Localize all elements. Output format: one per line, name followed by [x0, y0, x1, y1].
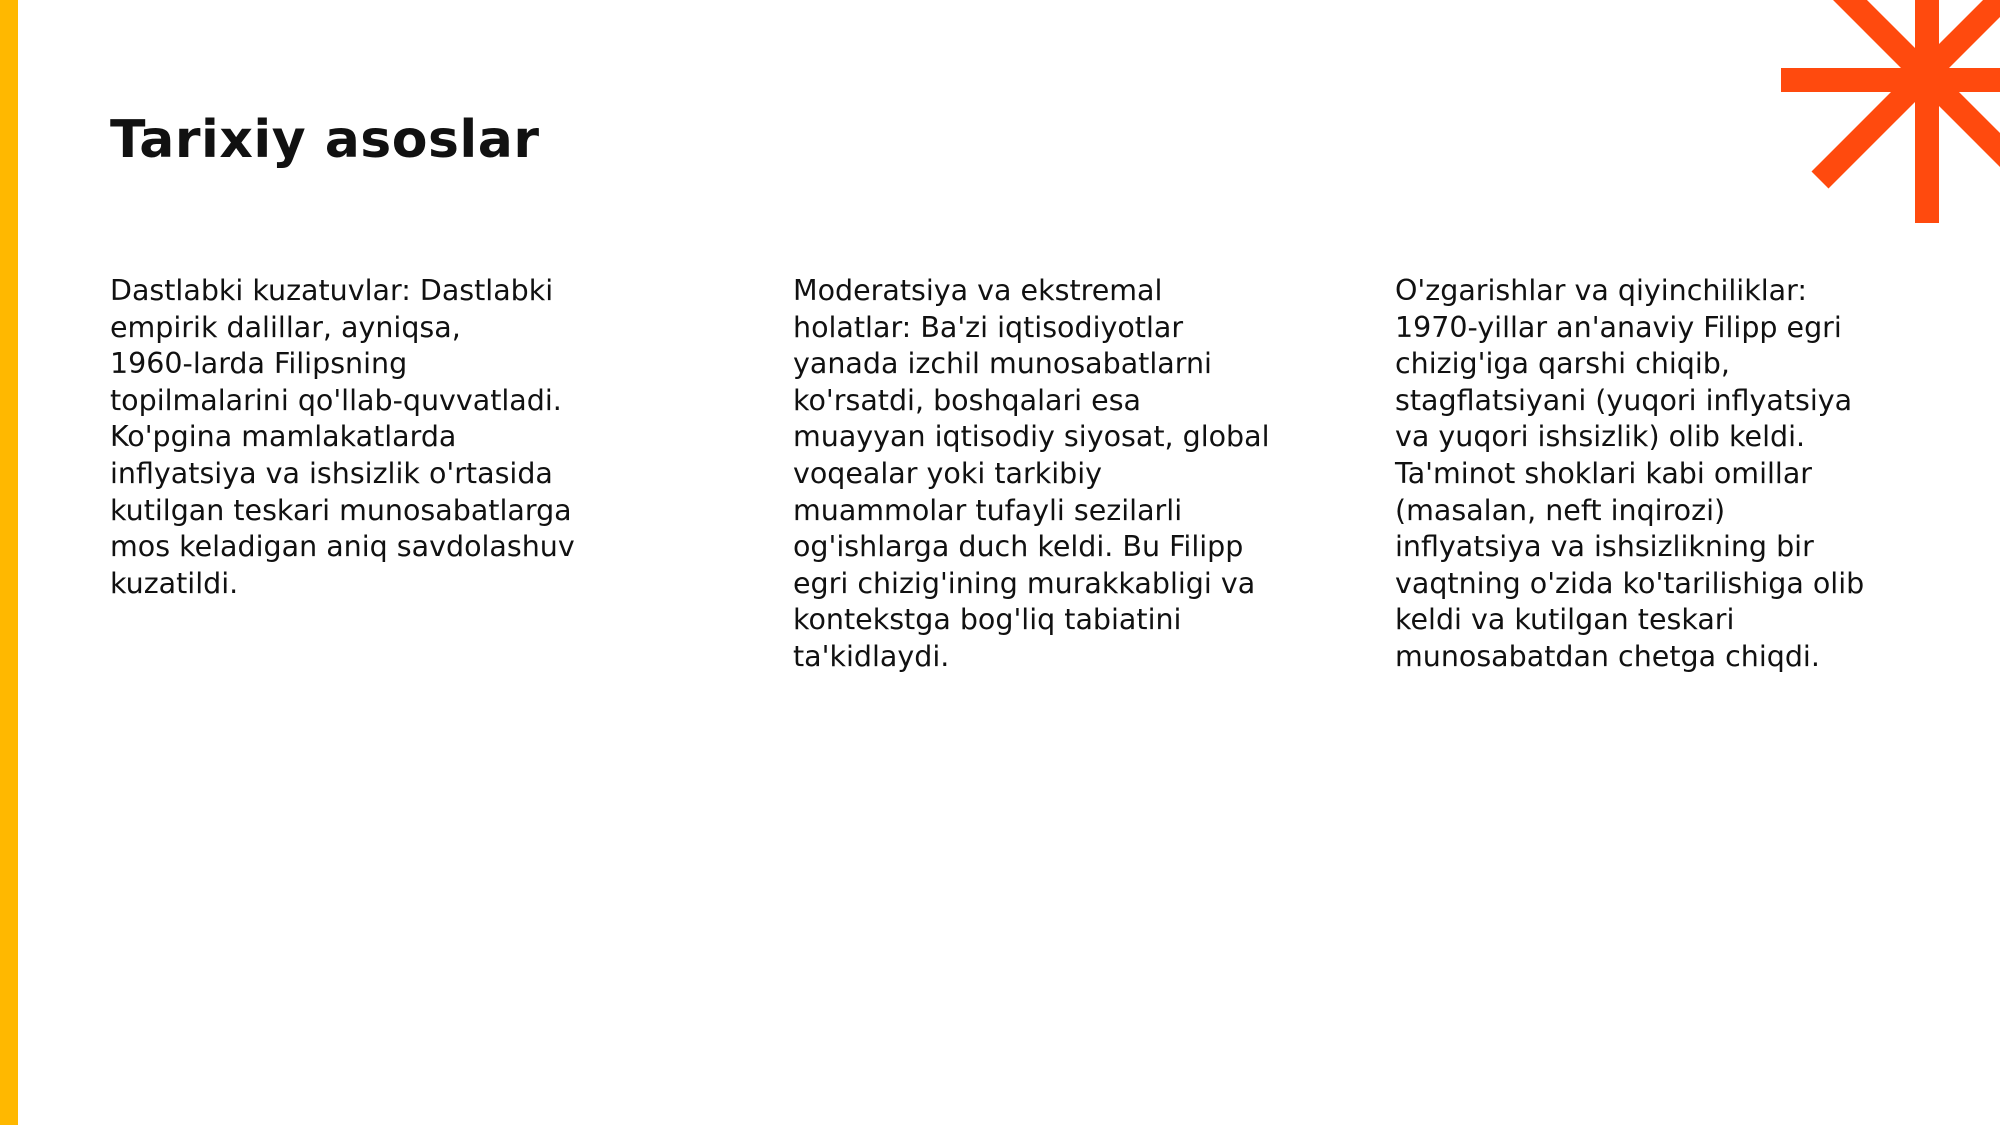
column-early-observations: [110, 273, 575, 602]
column-text-line: munosabatdan chetga chiqdi.: [1395, 639, 1820, 673]
column-text-line: muayyan iqtisodiy siyosat, global: [793, 420, 1270, 454]
column-text-line: yanada izchil munosabatlarni: [793, 347, 1212, 381]
column-text-line: og'ishlarga duch keldi. Bu Filipp: [793, 530, 1244, 564]
column-text-line: ko'rsatdi, boshqalari esa: [793, 383, 1142, 417]
slide-title: Tarixiy asoslar: [110, 110, 540, 170]
column-text-line: stagflatsiyani (yuqori inflyatsiya: [1395, 383, 1853, 417]
column-text-line: (masalan, neft inqirozi): [1395, 493, 1726, 527]
column-text-line: voqealar yoki tarkibiy: [793, 456, 1102, 490]
column-text-line: Moderatsiya va ekstremal: [793, 274, 1163, 307]
column-text-line: kuzatildi.: [110, 566, 239, 600]
column-text-line: holatlar: Ba'zi iqtisodiyotlar: [793, 310, 1184, 344]
column-text-line: egri chizig'ining murakkabligi va: [793, 566, 1256, 600]
column-text-line: kutilgan teskari munosabatlarga: [110, 493, 572, 527]
column-text-line: Ta'minot shoklari kabi omillar: [1395, 456, 1813, 490]
column-text-line: Dastlabki kuzatuvlar: Dastlabki: [110, 274, 554, 307]
column-text-line: 1970-yillar an'anaviy Filipp egri: [1395, 310, 1842, 344]
column-text-line: empirik dalillar, ayniqsa,: [110, 310, 461, 344]
column-text-line: keldi va kutilgan teskari: [1395, 603, 1735, 637]
asterisk-strokes: [1781, 0, 2000, 223]
column-text-line: ta'kidlaydi.: [793, 639, 950, 673]
column-text-line: vaqtning o'zida ko'tarilishiga olib: [1395, 566, 1865, 600]
column-text-line: va yuqori ishsizlik) olib keldi.: [1395, 420, 1806, 454]
column-text-line: chizig'iga qarshi chiqib,: [1395, 347, 1730, 381]
column-changes-challenges: [1395, 273, 1864, 676]
column-text-line: kontekstga bog'liq tabiatini: [793, 603, 1182, 637]
column-text-line: inflyatsiya va ishsizlik o'rtasida: [110, 456, 553, 490]
asterisk-icon: [1770, 0, 2000, 230]
column-text-line: inflyatsiya va ishsizlikning bir: [1395, 530, 1814, 564]
column-moderation-extremes: [793, 273, 1270, 676]
left-accent-bar: [0, 0, 18, 1125]
column-text-line: O'zgarishlar va qiyinchiliklar:: [1395, 274, 1807, 307]
column-text-line: muammolar tufayli sezilarli: [793, 493, 1183, 527]
column-text-line: topilmalarini qo'llab-quvvatladi.: [110, 383, 562, 417]
column-text-line: 1960-larda Filipsning: [110, 347, 408, 381]
column-text-line: Ko'pgina mamlakatlarda: [110, 420, 457, 454]
column-text-line: mos keladigan aniq savdolashuv: [110, 530, 575, 564]
